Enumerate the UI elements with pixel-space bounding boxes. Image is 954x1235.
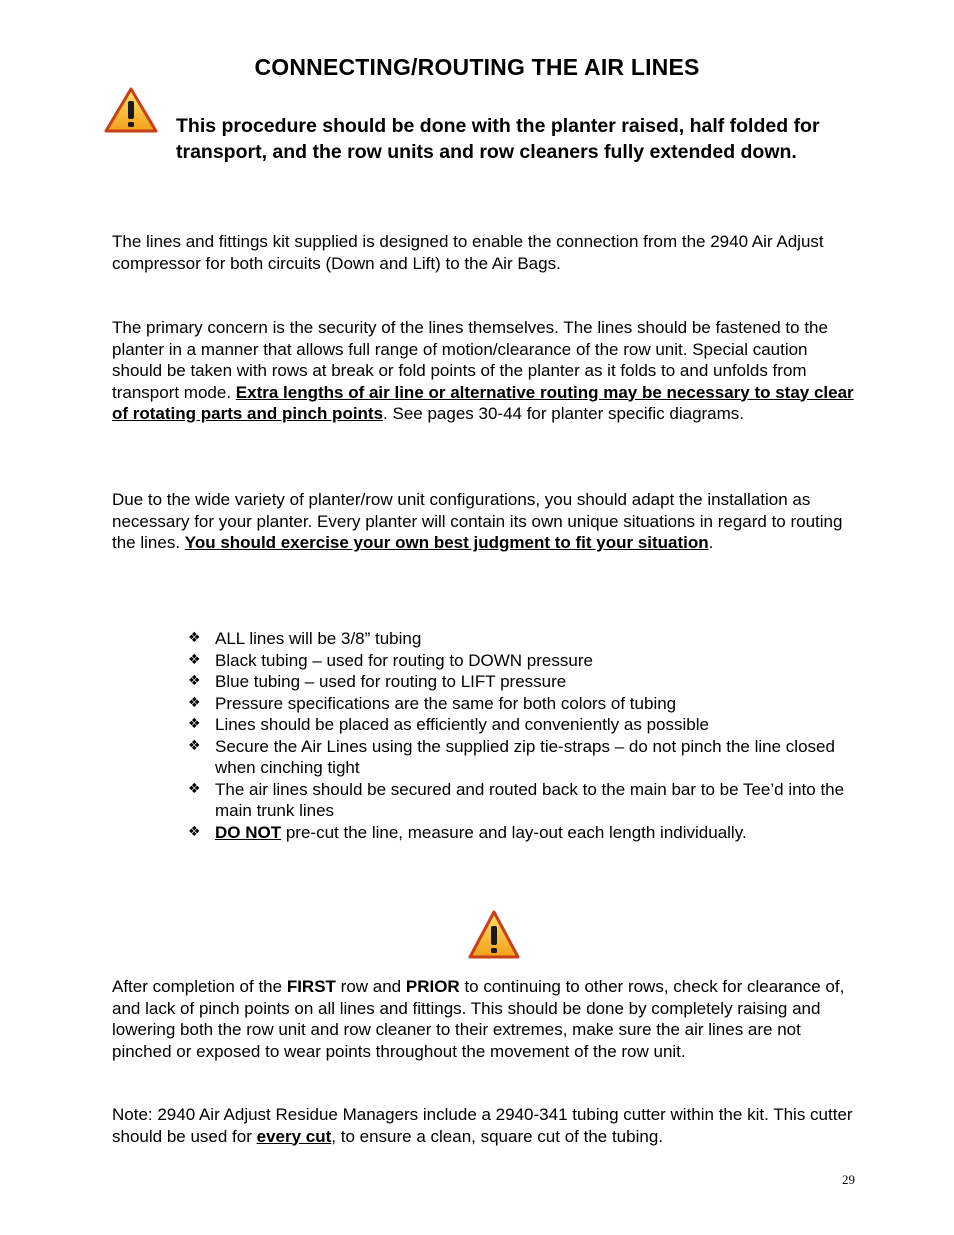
list-item — [188, 693, 858, 715]
clearance-text-1: After completion of the — [112, 977, 287, 996]
four-diamond-bullet-icon: ❖ — [188, 780, 201, 797]
clearance-text-2: row and — [335, 977, 406, 996]
warning-message: This procedure should be done with the planter raised, half folded for transport, and the row units and row cleaners fully extended down. — [176, 115, 820, 163]
list-item — [188, 779, 858, 822]
list-item-text: pre-cut the line, measure and lay-out each length individually. — [281, 822, 747, 842]
page-title: CONNECTING/ROUTING THE AIR LINES — [254, 54, 700, 80]
list-item — [188, 714, 858, 736]
tubing-guidelines-list — [188, 628, 858, 843]
intro-text: The lines and fittings kit supplied is designed to enable the connection from the 2940 Air Adjust compressor for both circuits (Down and Lift) to the Air Bags. — [112, 232, 824, 273]
security-paragraph — [112, 317, 857, 425]
cutter-note-text: Note: 2940 Air Adjust Residue Managers include a 2940-341 tubing cutter within the kit. This cutter should be used for — [112, 1105, 853, 1146]
list-item-text: ALL lines will be 3/8” tubing — [215, 629, 422, 648]
list-item-text: Black tubing – used for routing to DOWN pressure — [215, 650, 593, 670]
intro-paragraph — [112, 231, 857, 274]
configuration-tail: . — [708, 533, 714, 552]
page-number: 29 — [842, 1172, 855, 1187]
list-item-text: Blue tubing – used for routing to LIFT pressure — [215, 672, 567, 691]
four-diamond-bullet-icon: ❖ — [188, 737, 201, 754]
list-item — [188, 671, 858, 693]
clearance-check-paragraph — [112, 976, 857, 1062]
four-diamond-bullet-icon: ❖ — [188, 651, 201, 668]
do-not-emphasis: DO NOT — [215, 822, 282, 842]
list-item — [188, 650, 858, 672]
security-text: The primary concern is the security of the lines themselves. The lines should be fastened to the planter in a manner that allows full range of motion/clearance of the row unit. Special caution should be taken with rows at break or fold points of the planter as it folds to and unfolds from transport mode. — [112, 318, 828, 402]
security-tail: . See pages 30-44 for planter specific diagrams. — [383, 404, 745, 423]
four-diamond-bullet-icon: ❖ — [188, 823, 201, 840]
configuration-text: Due to the wide variety of planter/row unit configurations, you should adapt the installation as necessary for your planter. Every planter will contain its own unique situations in regard to routing the lines. — [112, 490, 843, 552]
prior-emphasis: PRIOR — [405, 977, 460, 996]
every-cut-emphasis: every cut — [256, 1126, 332, 1146]
list-item — [188, 736, 858, 779]
four-diamond-bullet-icon: ❖ — [188, 716, 201, 732]
cutter-note-tail: , to ensure a clean, square cut of the tubing. — [331, 1126, 663, 1146]
warning-triangle-icon — [467, 909, 521, 961]
first-emphasis: FIRST — [286, 977, 336, 996]
list-item-text: Secure the Air Lines using the supplied zip tie-straps – do not pinch the line closed when cinching tight — [215, 736, 835, 777]
list-item — [188, 628, 858, 650]
list-item-text: The air lines should be secured and routed back to the main bar to be Tee’d into the main trunk lines — [215, 779, 845, 820]
warning-triangle-icon — [103, 86, 159, 134]
four-diamond-bullet-icon: ❖ — [188, 694, 201, 711]
judgment-emphasis: You should exercise your own best judgment to fit your situation — [184, 533, 709, 552]
list-item-text: Pressure specifications are the same for both colors of tubing — [215, 693, 677, 713]
list-item — [188, 822, 858, 844]
cutter-note-paragraph — [112, 1104, 857, 1147]
configuration-paragraph — [112, 489, 857, 554]
list-item-text: Lines should be placed as efficiently and conveniently as possible — [215, 715, 709, 734]
clearance-text-3: to continuing to other rows, check for clearance of, and lack of pinch points on all lines and fittings. This should be done by completely raising and lowering both the row unit and row cleaner to their extremes, make sure the air lines are not pinched or exposed to wear points throughout the movement of the row unit. — [112, 977, 845, 1061]
four-diamond-bullet-icon: ❖ — [188, 630, 201, 646]
routing-caution-emphasis: Extra lengths of air line or alternative routing may be necessary to stay clear of rotating parts and pinch points — [112, 382, 854, 423]
four-diamond-bullet-icon: ❖ — [188, 673, 201, 689]
